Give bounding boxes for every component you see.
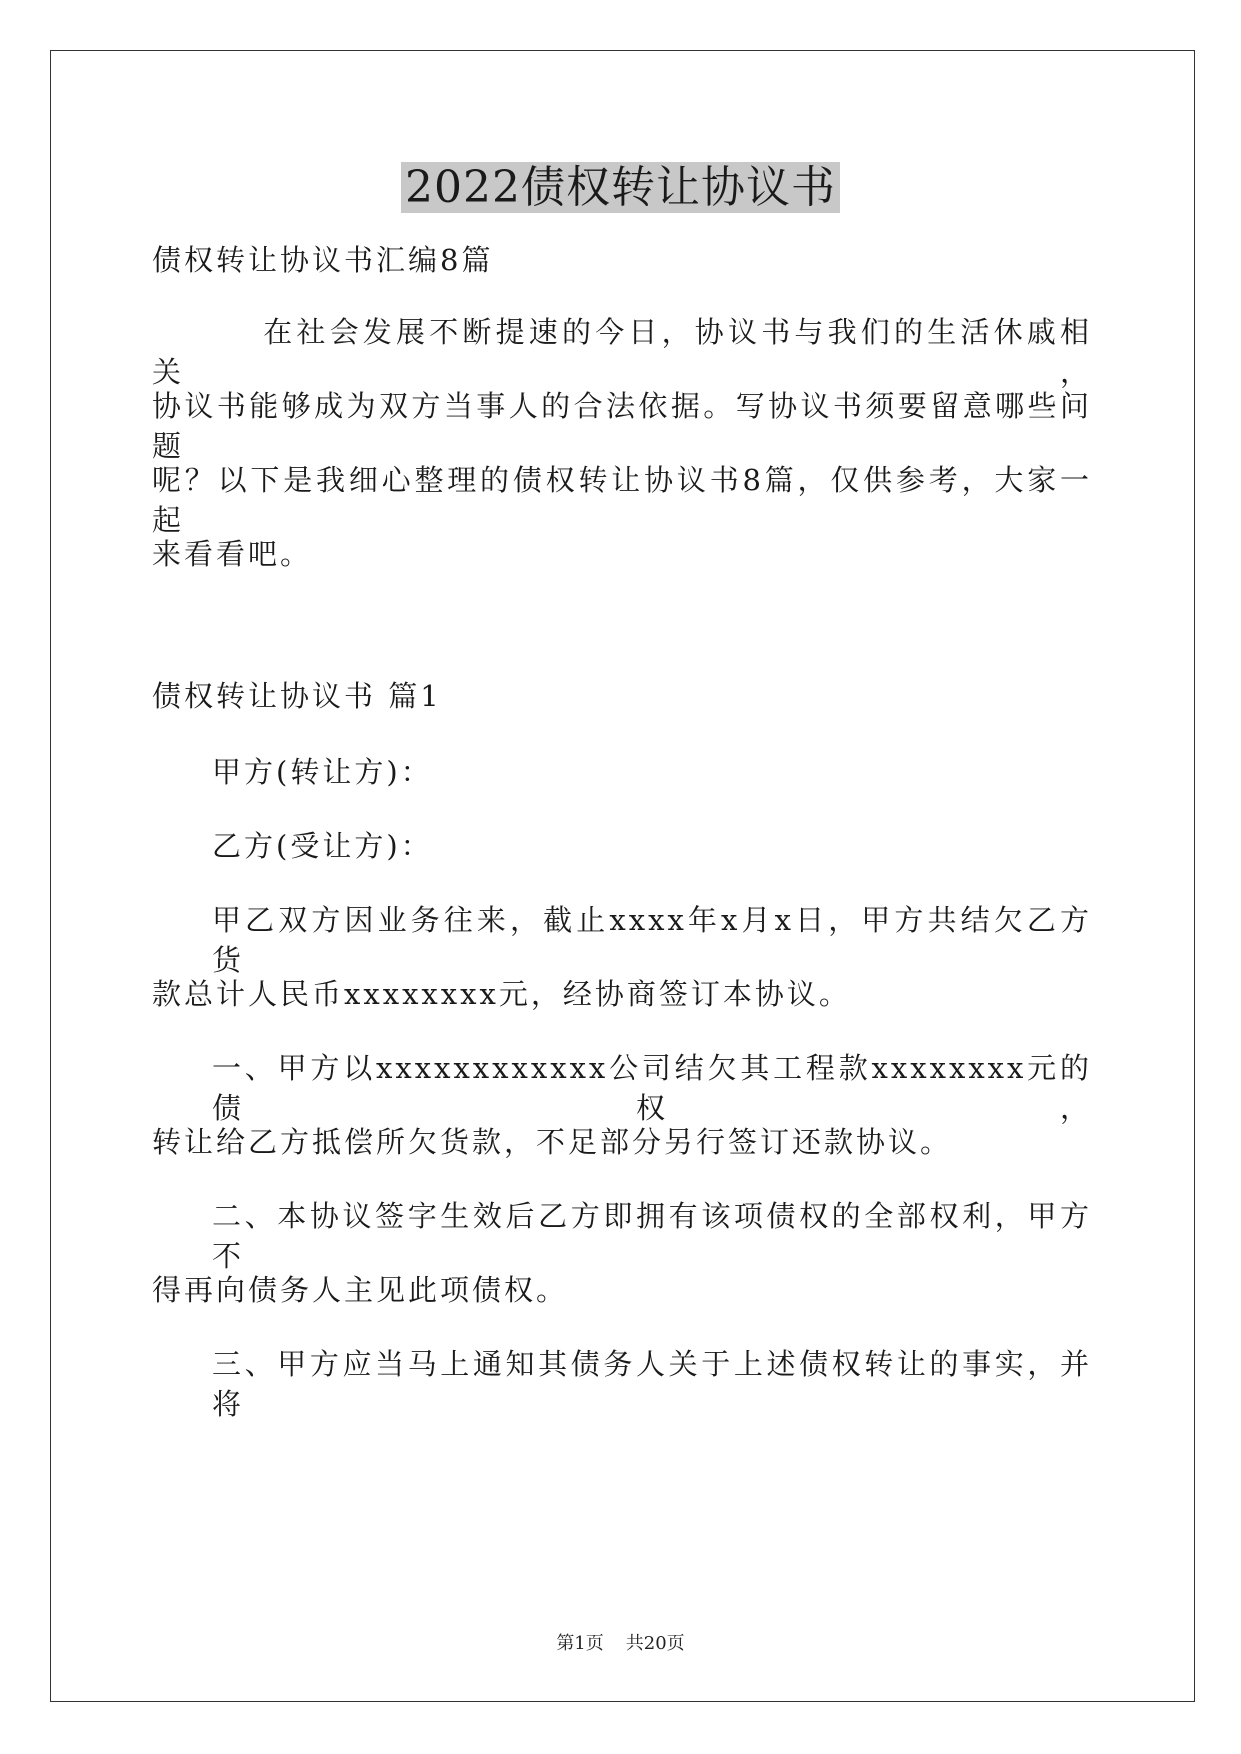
clause-3-line: 三、甲方应当马上通知其债务人关于上述债权转让的事实，并将 [212,1347,1092,1421]
paragraph-line: 呢？以下是我细心整理的债权转让协议书8篇，仅供参考，大家一起 [152,463,1092,537]
page-footer [0,1632,1241,1656]
party-a-label: 甲方(转让方)： [212,755,433,789]
paragraph-line: 在社会发展不断提速的今日，协议书与我们的生活休戚相关， [152,315,1092,389]
paragraph-line: 协议书能够成为双方当事人的合法依据。写协议书须要留意哪些问题 [152,389,1092,463]
clause-2-line: 得再向债务人主见此项债权。 [152,1273,569,1307]
page-number: 第1页 [556,1633,604,1654]
page-border [50,50,1195,1702]
clause-1-line: 一、甲方以xxxxxxxxxxxx公司结欠其工程款xxxxxxxx元的债权， [212,1051,1092,1125]
document-title-text: 2022债权转让协议书 [401,162,840,213]
paragraph-line: 来看看吧。 [152,537,313,571]
document-title [0,158,1241,218]
party-b-label: 乙方(受让方)： [212,829,433,863]
page-total: 共20页 [625,1633,685,1654]
clause-1-line: 转让给乙方抵偿所欠货款，不足部分另行签订还款协议。 [152,1125,953,1159]
section-heading: 债权转让协议书 篇1 [152,679,442,713]
clause-2-line: 二、本协议签字生效后乙方即拥有该项债权的全部权利，甲方不 [212,1199,1092,1273]
paragraph-line: 款总计人民币xxxxxxxx元，经协商签订本协议。 [152,977,851,1011]
document-subtitle: 债权转让协议书汇编8篇 [152,243,494,277]
paragraph-line: 甲乙双方因业务往来，截止xxxx年x月x日，甲方共结欠乙方货 [212,903,1092,977]
